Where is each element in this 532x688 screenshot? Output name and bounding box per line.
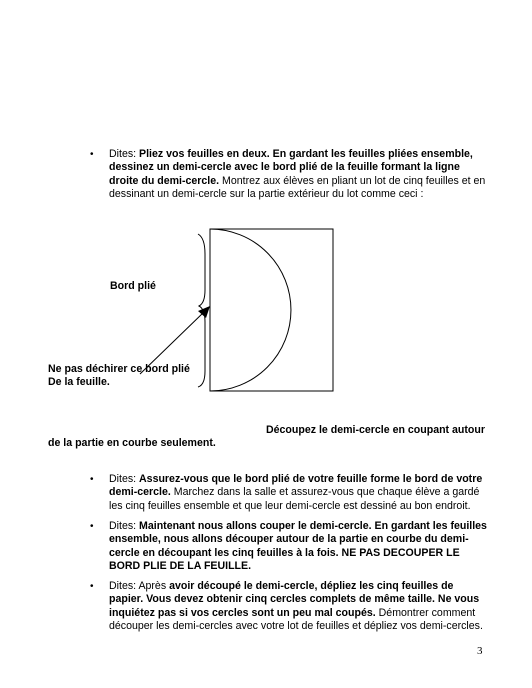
bullet-1-bold: Pliez vos feuilles en deux. En gardant les feuilles pliées ensemble, dessinez un demi-cercle avec le bord plié de la feuille formant la ligne droite du demi-cercle. xyxy=(109,148,473,187)
instruction-bullet-4 xyxy=(90,580,490,633)
cut-instruction-line-2: de la partie en courbe seulement. xyxy=(48,437,216,449)
bullet-2-rest: Marchez dans la salle et assurez-vous que chaque élève a gardé les cinq feuilles ensemble et que leur demi-cercle est dessiné au bon endroit. xyxy=(109,486,480,512)
cut-instruction-line-1: Découpez le demi-cercle en coupant autour xyxy=(266,424,485,436)
warning-label-line-1: Ne pas déchirer ce bord plié xyxy=(48,363,190,375)
bullet-4-bold: avoir découpé le demi-cercle, dépliez les cinq feuilles de papier. Vous devez obtenir cinq cercles complets de même taille. Ne vous inquiétez pas si vos cercles sont un peu mal coupés. xyxy=(109,580,480,619)
warning-label-line-2: De la feuille. xyxy=(48,376,110,388)
page-number: 3 xyxy=(477,645,483,657)
bullet-icon: • xyxy=(90,474,94,485)
paper-rectangle xyxy=(210,229,333,391)
bullet-3-lead: Dites: xyxy=(109,520,140,532)
bullet-icon: • xyxy=(90,521,94,532)
instruction-bullet-3 xyxy=(90,520,490,573)
bullet-4-lead: Dites: Après xyxy=(109,580,170,592)
bullet-2-lead: Dites: xyxy=(109,473,140,485)
bullet-icon: • xyxy=(90,149,94,160)
bullet-1-rest: Montrez aux élèves en pliant un lot de cinq feuilles et en dessinant un demi-cercle sur la partie extérieur du lot comme ceci : xyxy=(109,174,486,200)
instruction-bullet-2 xyxy=(90,473,490,513)
bullet-4-rest: Démontrer comment découper les demi-cercles avec votre lot de feuilles et dépliez vos demi-cercles. xyxy=(109,606,483,632)
bullet-2-bold: Assurez-vous que le bord plié de votre feuille forme le bord de votre demi-cercle. xyxy=(109,473,483,499)
bullet-1-lead: Dites: xyxy=(109,148,140,160)
bullet-icon: • xyxy=(90,581,94,592)
bullet-3-bold: Maintenant nous allons couper le demi-cercle. En gardant les feuilles ensemble, nous allons découper autour de la partie en courbe du demi-cercle en découpant les cinq feuilles à la fois. NE PAS DECOUPER LE BORD PLIE DE LA FEUILLE. xyxy=(109,520,487,572)
semicircle-outline xyxy=(210,229,291,391)
fold-label: Bord plié xyxy=(110,280,156,292)
